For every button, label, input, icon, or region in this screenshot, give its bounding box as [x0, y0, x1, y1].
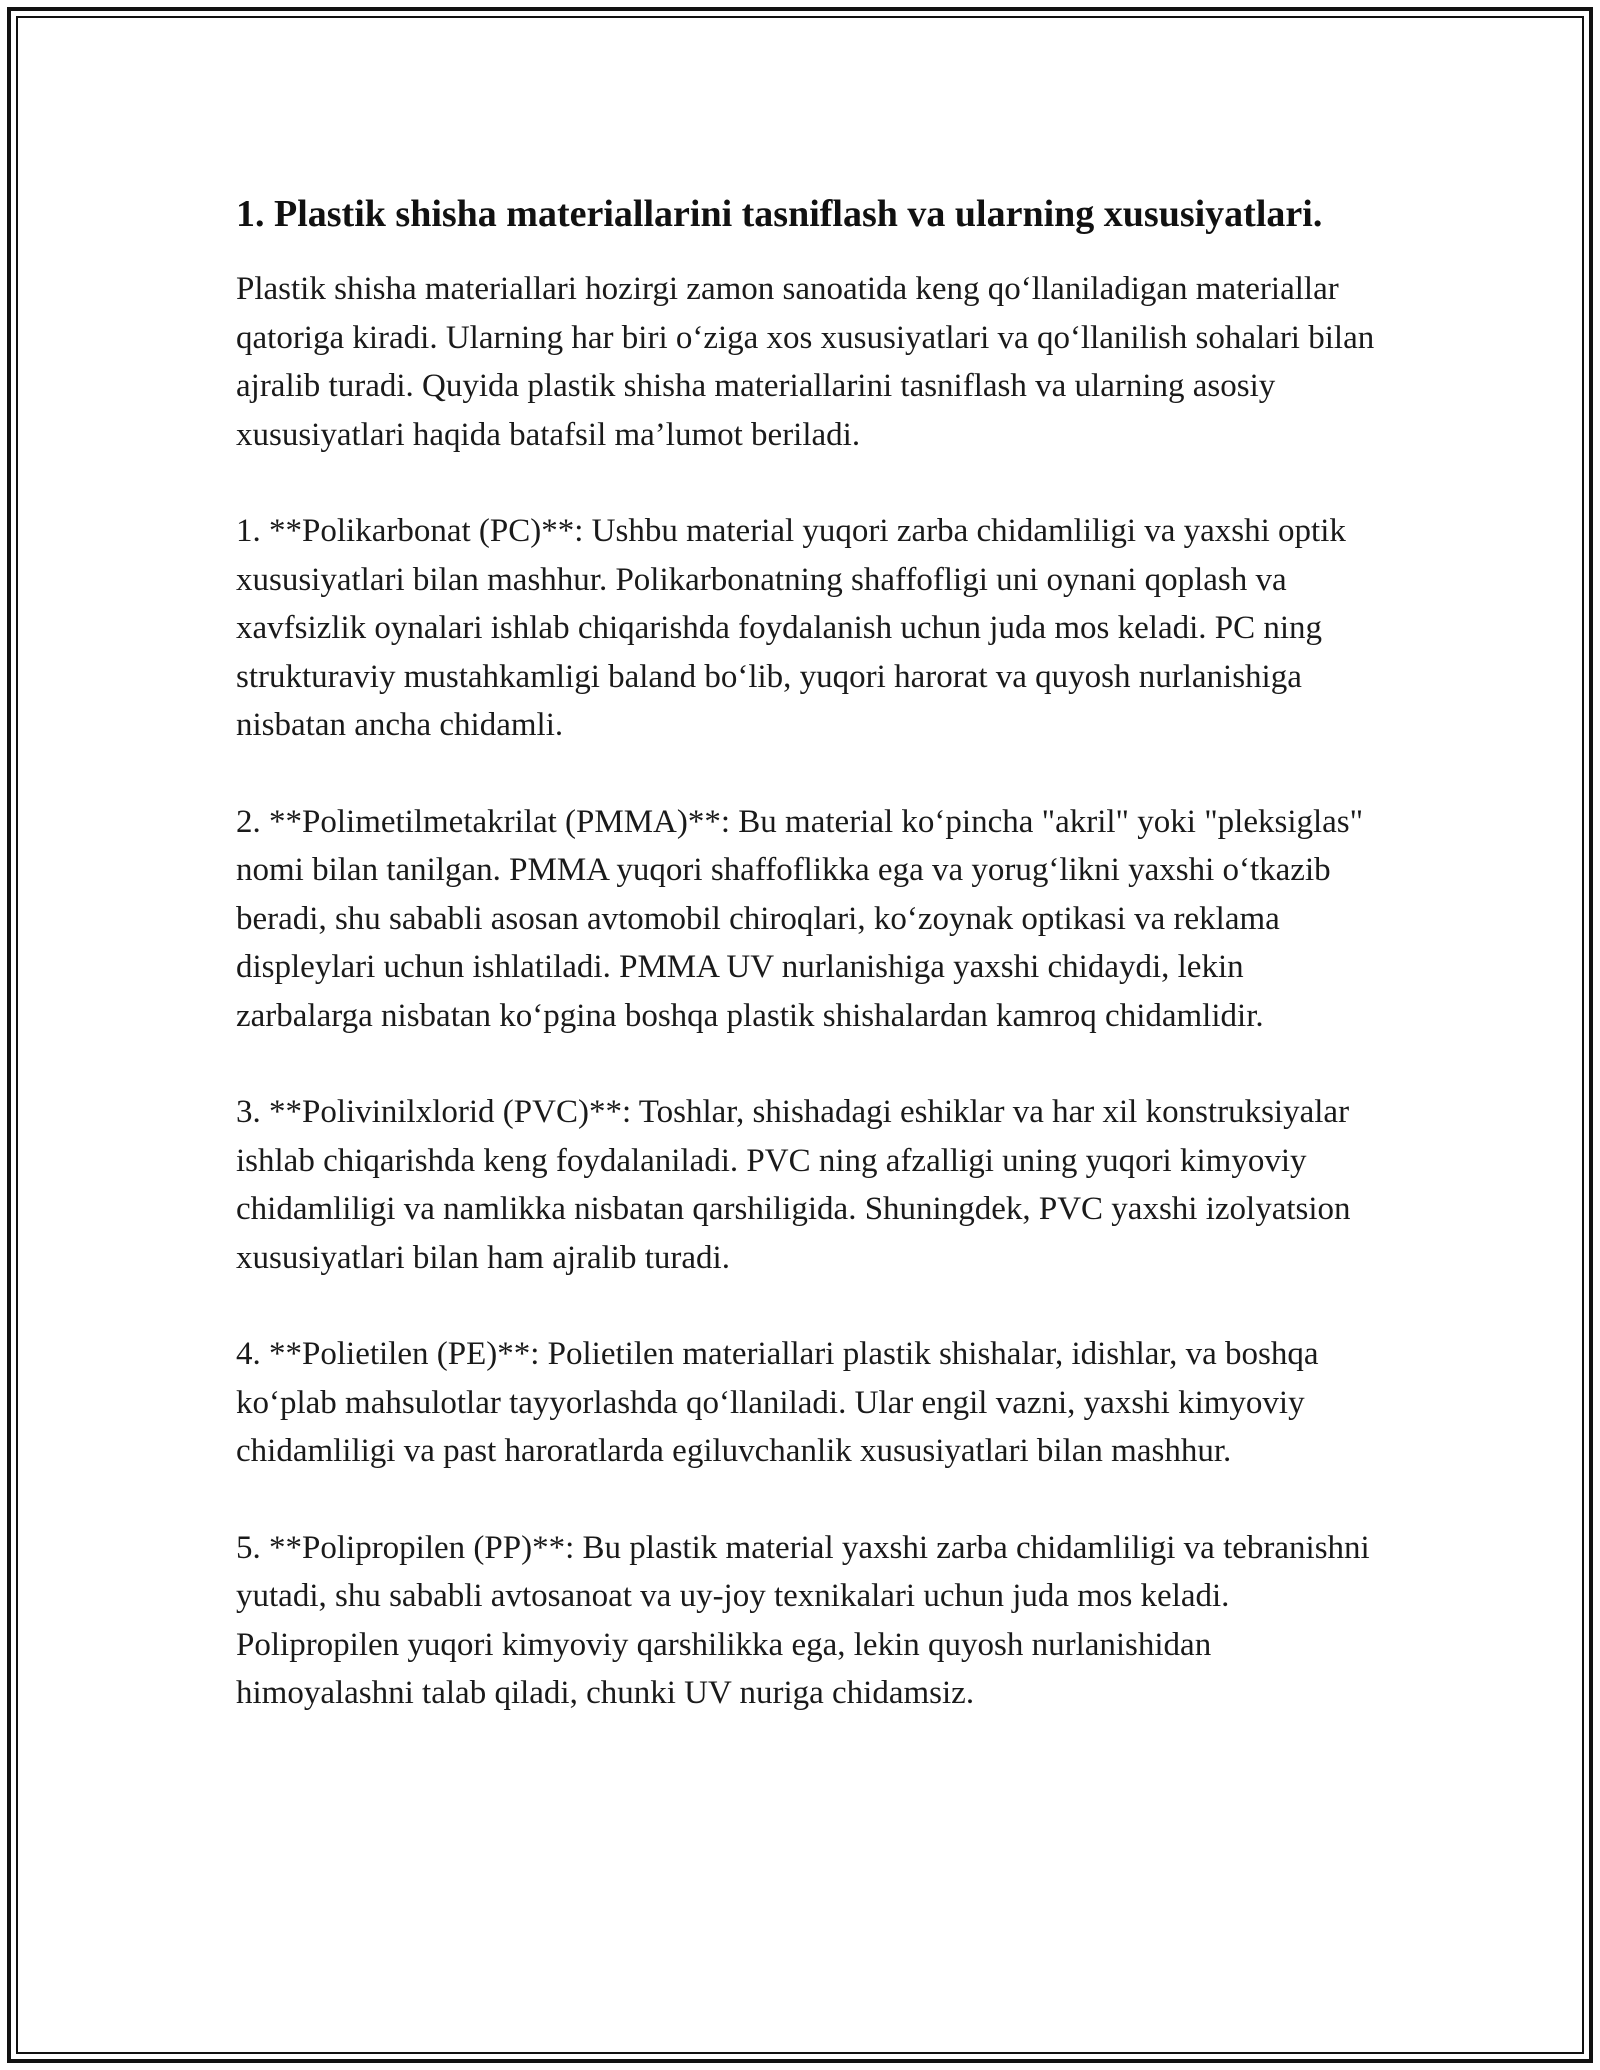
document-body — [236, 185, 1376, 1766]
list-item-polietilen: 4. **Polietilen (PE)**: Polietilen materiallari plastik shishalar, idishlar, va boshqa ko‘plab mahsulotlar tayyorlashda qo‘llaniladi. Ular engil vazni, yaxshi kimyoviy chidamliligi va past haroratlarda egiluvchanlik xususiyatlari bilan mashhur. — [236, 1336, 1319, 1469]
list-item-pmma: 2. **Polimetilmetakrilat (PMMA)**: Bu material ko‘pincha "akril" yoki "pleksiglas" nomi bilan tanilgan. PMMA yuqori shaffoflikka ega va yorug‘likni yaxshi o‘tkazib beradi, shu sababli asosan avtomobil chiroqlari, ko‘zoynak optikasi va reklama displeylari uchun ishlatiladi. PMMA UV nurlanishiga yaxshi chidaydi, lekin zarbalarga nisbatan ko‘pgina boshqa plastik shishalardan kamroq chidamlidir. — [236, 803, 1364, 1034]
section-heading: 1. Plastik shisha materiallarini tasniflash va ularning xususiyatlari. — [236, 193, 1323, 235]
intro-paragraph: Plastik shisha materiallari hozirgi zamon sanoatida keng qo‘llaniladigan materiallar qatoriga kiradi. Ularning har biri o‘ziga xos xususiyatlari va qo‘llanilish sohalari bilan ajralib turadi. Quyida plastik shisha materiallarini tasniflash va ularning asosiy xususiyatlari haqida batafsil ma’lumot beriladi. — [236, 271, 1375, 453]
list-item-polikarbonat: 1. **Polikarbonat (PC)**: Ushbu material yuqori zarba chidamliligi va yaxshi optik xususiyatlari bilan mashhur. Polikarbonatning shaffofligi uni oynani qoplash va xavfsizlik oynalari ishlab chiqarishda foydalanish uchun juda mos keladi. PC ning strukturaviy mustahkamligi baland bo‘lib, yuqori harorat va quyosh nurlanishiga nisbatan ancha chidamli. — [236, 513, 1346, 743]
list-item-polipropilen: 5. **Polipropilen (PP)**: Bu plastik material yaxshi zarba chidamliligi va tebranishni yutadi, shu sababli avtosanoat va uy-joy texnikalari uchun juda mos keladi. Polipropilen yuqori kimyoviy qarshilikka ega, lekin quyosh nurlanishidan himoyalashni talab qiladi, chunki UV nuriga chidamsiz. — [236, 1529, 1370, 1711]
list-item-pvc: 3. **Polivinilxlorid (PVC)**: Toshlar, shishadagi eshiklar va har xil konstruksiyalar ishlab chiqarishda keng foydalaniladi. PVC ning afzalligi uning yuqori kimyoviy chidamliligi va namlikka nisbatan qarshiligida. Shuningdek, PVC yaxshi izolyatsion xususiyatlari bilan ham ajralib turadi. — [236, 1094, 1351, 1276]
